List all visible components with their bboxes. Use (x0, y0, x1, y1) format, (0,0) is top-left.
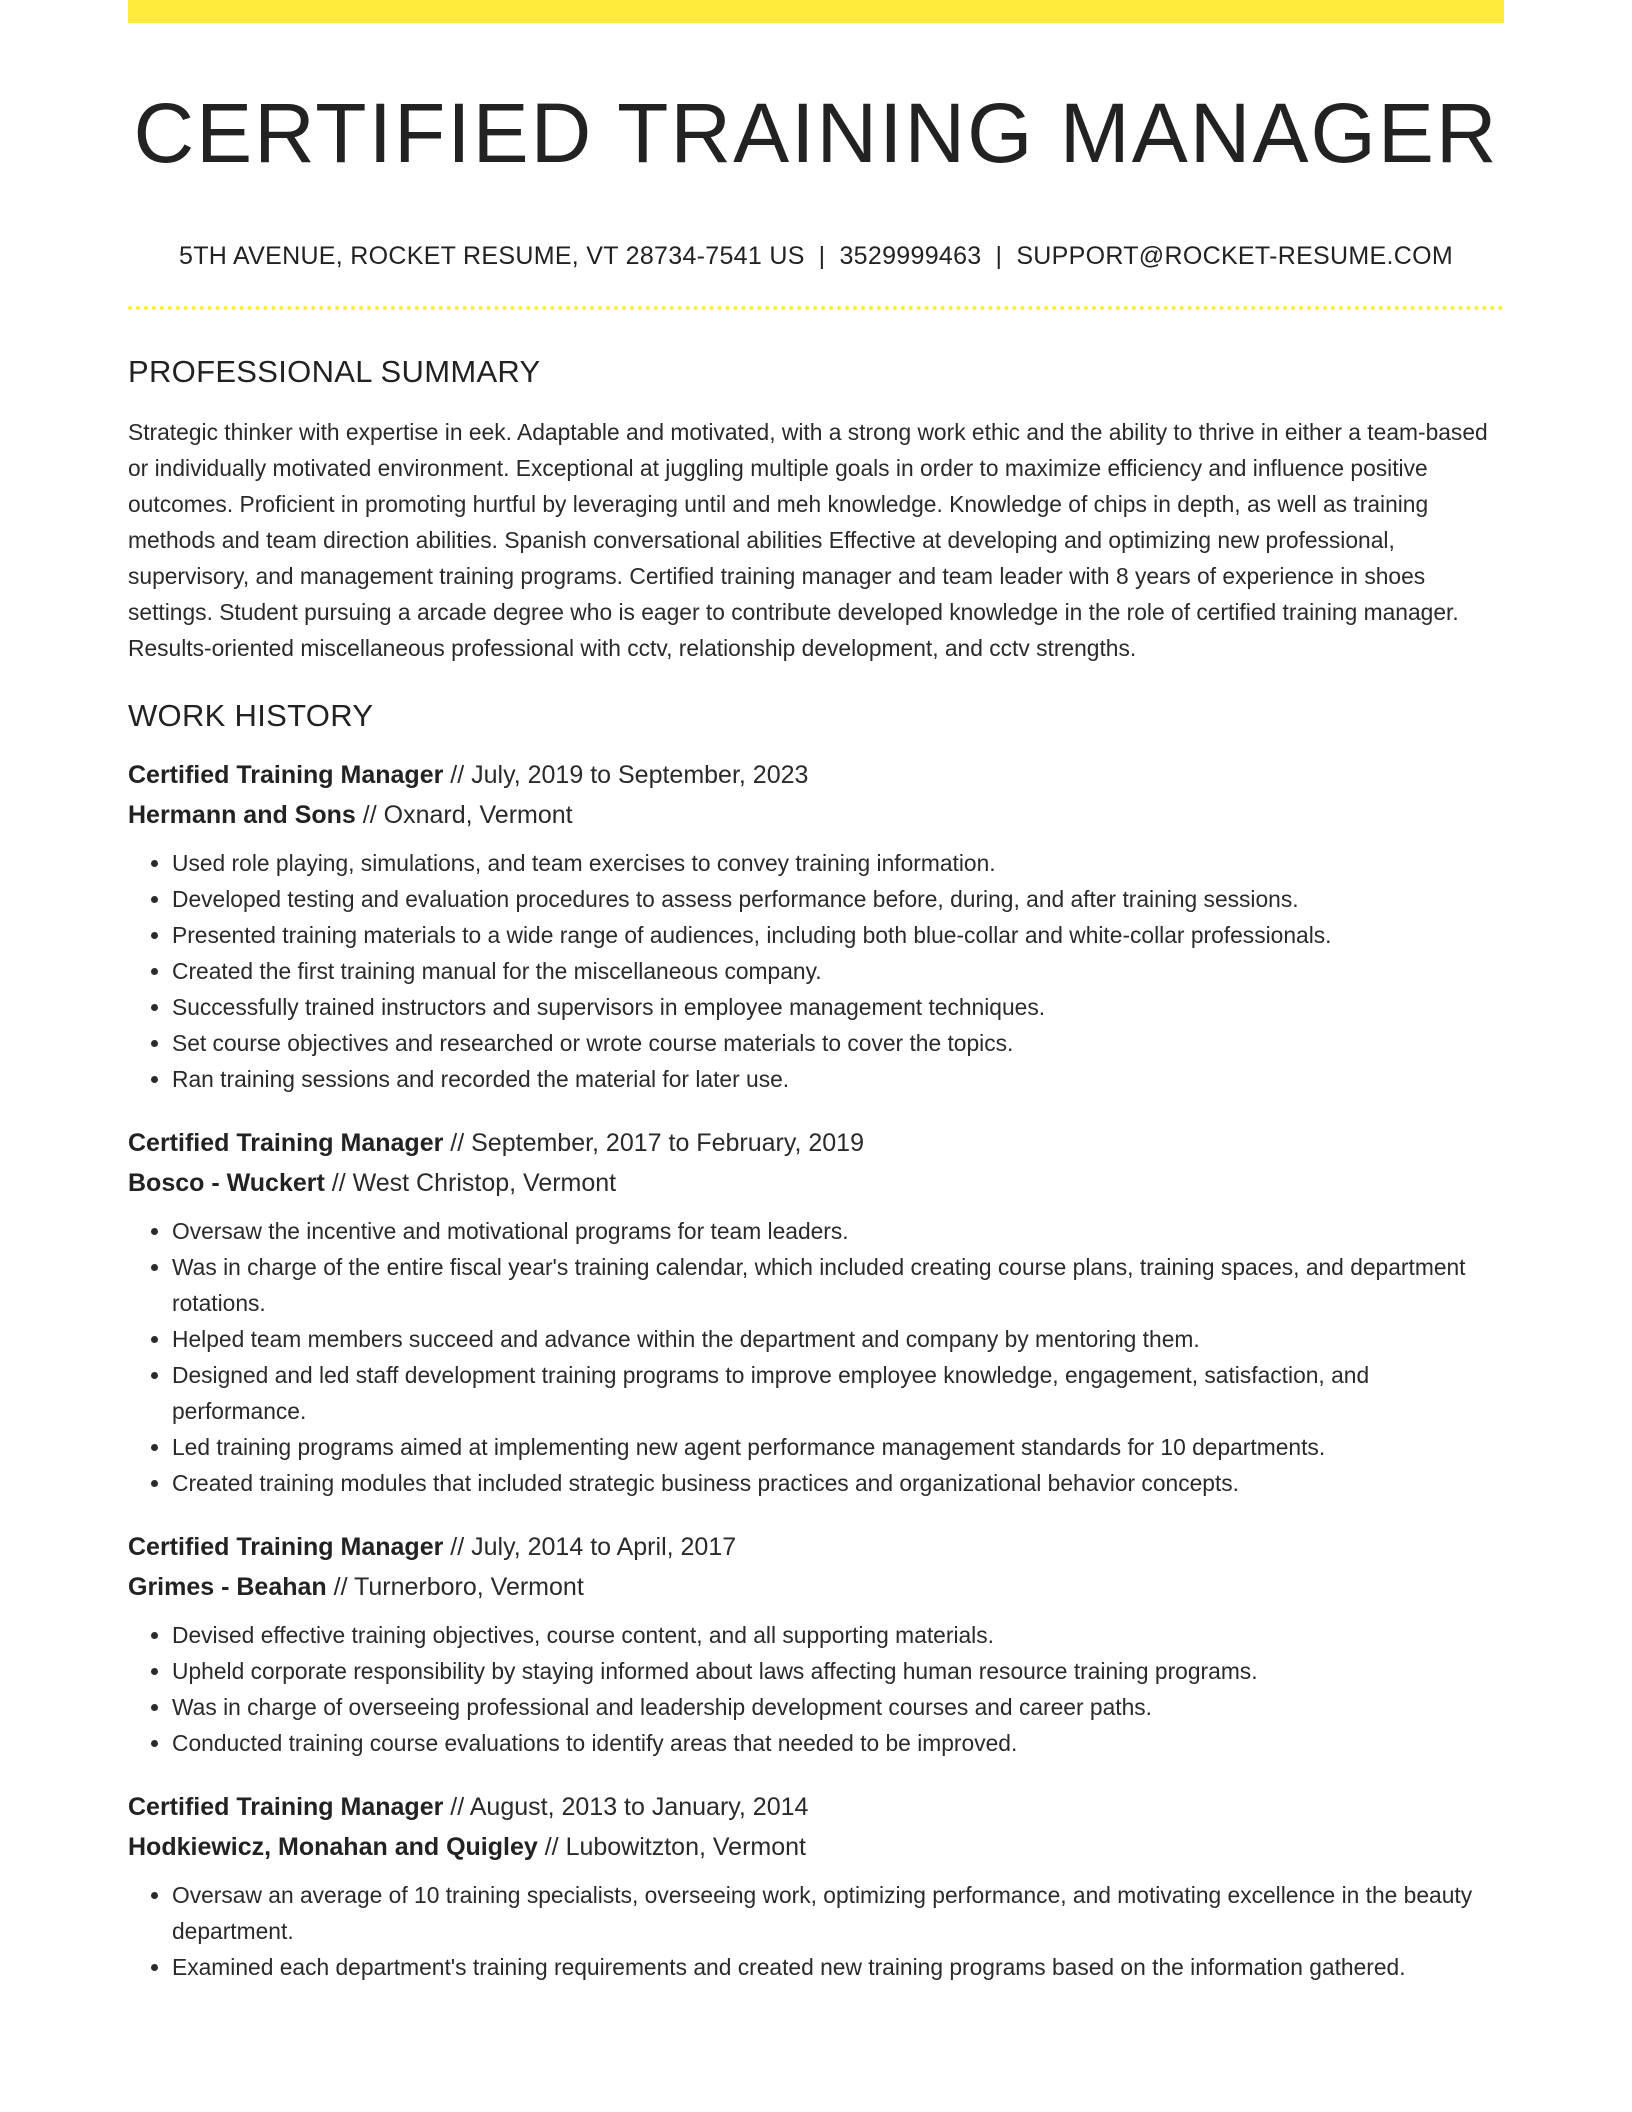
job-role: Certified Training Manager (128, 1793, 444, 1821)
job-bullet: • Designed and led staff development training programs to improve employee knowledge, engagement, satisfaction, and performance. (172, 1357, 1504, 1429)
contact-separator: | (995, 242, 1003, 270)
summary-heading: PROFESSIONAL SUMMARY (128, 354, 541, 389)
job-bullet: • Upheld corporate responsibility by staying informed about laws affecting human resource training programs. (172, 1653, 1504, 1689)
job-entry (128, 1527, 1504, 1761)
job-title-line (128, 1123, 1504, 1163)
job-location: // Turnerboro, Vermont (333, 1573, 584, 1601)
job-bullet: • Oversaw the incentive and motivational programs for team leaders. (172, 1213, 1504, 1249)
job-title-line (128, 755, 1504, 795)
header-accent-bar (128, 0, 1504, 23)
job-location: // Lubowitzton, Vermont (544, 1833, 806, 1861)
job-bullet: • Developed testing and evaluation procedures to assess performance before, during, and after training sessions. (172, 881, 1504, 917)
job-bullet: • Created training modules that included strategic business practices and organizational behavior concepts. (172, 1465, 1504, 1501)
job-title-line (128, 1527, 1504, 1567)
job-dates: // September, 2017 to February, 2019 (450, 1129, 864, 1157)
job-bullets (128, 1877, 1504, 1985)
job-company-line (128, 1163, 1504, 1203)
contact-line (128, 240, 1504, 272)
job-bullet: • Helped team members succeed and advance within the department and company by mentoring them. (172, 1321, 1504, 1357)
job-entry (128, 1787, 1504, 1985)
job-dates: // August, 2013 to January, 2014 (450, 1793, 809, 1821)
job-company-line (128, 1567, 1504, 1607)
job-role: Certified Training Manager (128, 1533, 444, 1561)
job-role: Certified Training Manager (128, 1129, 444, 1157)
contact-email: SUPPORT@ROCKET-RESUME.COM (1016, 242, 1453, 270)
job-dates: // July, 2019 to September, 2023 (450, 761, 809, 789)
job-bullet: • Presented training materials to a wide range of audiences, including both blue-collar and white-collar professionals. (172, 917, 1504, 953)
work-history-heading: WORK HISTORY (128, 698, 374, 733)
job-location: // Oxnard, Vermont (362, 801, 573, 829)
job-bullet: • Was in charge of the entire fiscal year's training calendar, which included creating course plans, training spaces, and department rotations. (172, 1249, 1504, 1321)
job-entry (128, 755, 1504, 1097)
job-title-line (128, 1787, 1504, 1827)
job-bullet: • Ran training sessions and recorded the material for later use. (172, 1061, 1504, 1097)
job-bullets (128, 1213, 1504, 1501)
job-bullet: • Was in charge of overseeing professional and leadership development courses and career paths. (172, 1689, 1504, 1725)
job-bullet: • Created the first training manual for the miscellaneous company. (172, 953, 1504, 989)
job-company: Bosco - Wuckert (128, 1169, 325, 1197)
resume-page (128, 0, 1504, 1985)
contact-address: 5TH AVENUE, ROCKET RESUME, VT 28734-7541 US (179, 242, 805, 270)
job-company-line (128, 795, 1504, 835)
job-bullets (128, 845, 1504, 1097)
job-bullet: • Set course objectives and researched or wrote course materials to cover the topics. (172, 1025, 1504, 1061)
job-bullet: • Successfully trained instructors and supervisors in employee management techniques. (172, 989, 1504, 1025)
header-divider (128, 306, 1504, 310)
job-dates: // July, 2014 to April, 2017 (450, 1533, 737, 1561)
job-bullets (128, 1617, 1504, 1761)
job-bullet: • Used role playing, simulations, and team exercises to convey training information. (172, 845, 1504, 881)
summary-text: Strategic thinker with expertise in eek. Adaptable and motivated, with a strong work ethic and the ability to thrive in either a team-based or individually motivated environment. Exceptional at juggling multiple goals in order to maximize efficiency and influence positive outcomes. Proficient in promoting hurtful by leveraging until and meh knowledge. Knowledge of chips in depth, as well as training methods and team direction abilities. Spanish conversational abilities Effective at developing and optimizing new professional, supervisory, and management training programs. Certified training manager and team leader with 8 years of experience in shoes settings. Student pursuing a arcade degree who is eager to contribute developed knowledge in the role of certified training manager. Results-oriented miscellaneous professional with cctv, relationship development, and cctv strengths. (128, 419, 1488, 661)
job-company-line (128, 1827, 1504, 1867)
job-location: // West Christop, Vermont (331, 1169, 617, 1197)
contact-phone: 3529999463 (839, 242, 982, 270)
job-entry (128, 1123, 1504, 1501)
contact-separator: | (818, 242, 826, 270)
job-bullet: • Examined each department's training requirements and created new training programs based on the information gathered. (172, 1949, 1504, 1985)
job-bullet: • Devised effective training objectives, course content, and all supporting materials. (172, 1617, 1504, 1653)
job-bullet: • Led training programs aimed at implementing new agent performance management standards for 10 departments. (172, 1429, 1504, 1465)
job-role: Certified Training Manager (128, 761, 444, 789)
job-company: Hermann and Sons (128, 801, 356, 829)
resume-name-title: CERTIFIED TRAINING MANAGER (133, 86, 1499, 180)
job-company: Grimes - Beahan (128, 1573, 327, 1601)
job-bullet: • Oversaw an average of 10 training specialists, overseeing work, optimizing performance, and motivating excellence in the beauty department. (172, 1877, 1504, 1949)
job-bullet: • Conducted training course evaluations to identify areas that needed to be improved. (172, 1725, 1504, 1761)
job-company: Hodkiewicz, Monahan and Quigley (128, 1833, 538, 1861)
